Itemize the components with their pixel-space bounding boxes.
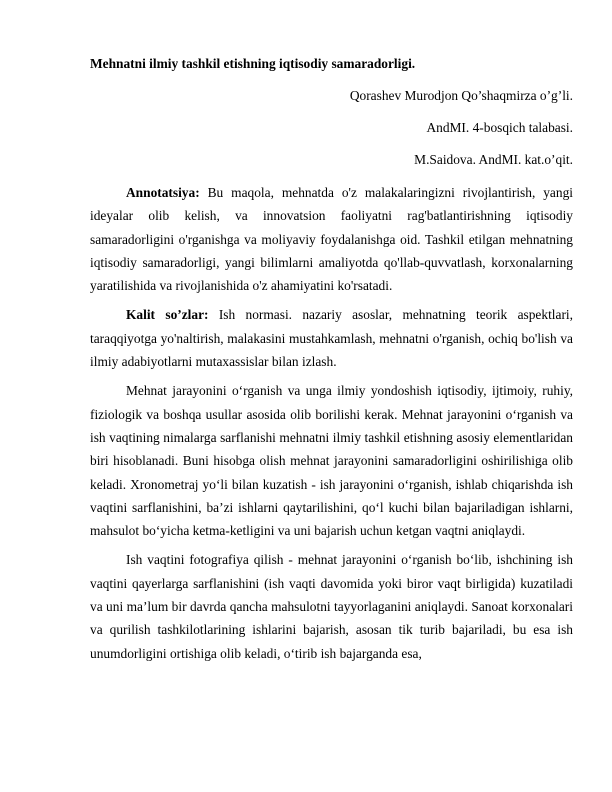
author-affiliation: AndMI. 4-bosqich talabasi. — [426, 120, 573, 135]
body-paragraph-1: Mehnat jarayonini o‘rganish va unga ilmiy yondoshish iqtisodiy, ijtimoiy, ruhiy, fiziologik va boshqa usullar asosida olib borilishi kerak. Mehnat jarayonini o‘rganish va ish vaqtining nimalarga sarflanishi mehnatni ilmiy tashkil etishning asosiy elementlaridan biri hisoblanadi. Buni hisobga olish mehnat jarayonini samaradorligini oshirilishiga olib keladi. Xronometraj yo‘li bilan kuzatish - ish jarayonini o‘rganish, ishlab chiqarishda ish vaqtini sarflanishini, ba’zi ishlarni qaytarilishini, qo‘l kuchi bilan bajariladigan ishlarni, mahsulot bo‘yicha ketma-ketligini va uni bajarish uchun ketgan vaqtni aniqlaydi. — [90, 383, 573, 539]
author-name: Qorashev Murodjon Qo’shaqmirza o’g’li. — [349, 88, 573, 103]
annotation-text: Bu maqola, mehnatda o'z malakalaringizni rivojlantirish, yangi ideyalar olib kelish, va innovatsion faoliyatni rag'batlantirishning iqtisodiy samaradorligini o'rganishga va moliyaviy foydalanishga oid. Tashkil etilgan mehnatning iqtisodiy samaradorligi, yangi bilimlarni amaliyotda qo'llab-quvvatlash, korxonalarning yaratilishida va rivojlanishida o'z ahamiyatini ko'rsatadi. — [90, 185, 573, 294]
body-paragraph-2: Ish vaqtini fotografiya qilish - mehnat jarayonini o‘rganish bo‘lib, ishchining ish vaqtini qayerlarga sarflanishini (ish vaqti davomida yoki biror vaqt birligida) kuzatiladi va uni ma’lum bir davrda qancha mahsulotni tayyorlaganini aniqlaydi. Sanoat korxonalari va qurilish tashkilotlarining ishlarini bajarish, asosan tik turib bajariladi, bu esa ish unumdorligini ortishiga olib keladi, o‘tirib ish bajarganda esa, — [90, 552, 573, 661]
keywords-paragraph — [90, 303, 573, 373]
document-body — [90, 55, 573, 671]
keywords-text: Ish normasi. nazariy asoslar, mehnatning teorik aspektlari, taraqqiyotga yo'naltirish, malakasini mustahkamlash, mehnatni o'rganish, ochiq bo'lish va ilmiy adabiyotlarni mutaxassislar bilan izlash. — [90, 307, 573, 370]
supervisor-line: M.Saidova. AndMI. kat.o’qit. — [414, 152, 573, 167]
annotation-label: Annotatsiya: — [126, 185, 200, 200]
paper-title: Mehnatni ilmiy tashkil etishning iqtisodiy samaradorligi. — [90, 56, 416, 71]
keywords-label: Kalit so’zlar: — [126, 307, 209, 323]
annotation-paragraph — [90, 181, 573, 297]
